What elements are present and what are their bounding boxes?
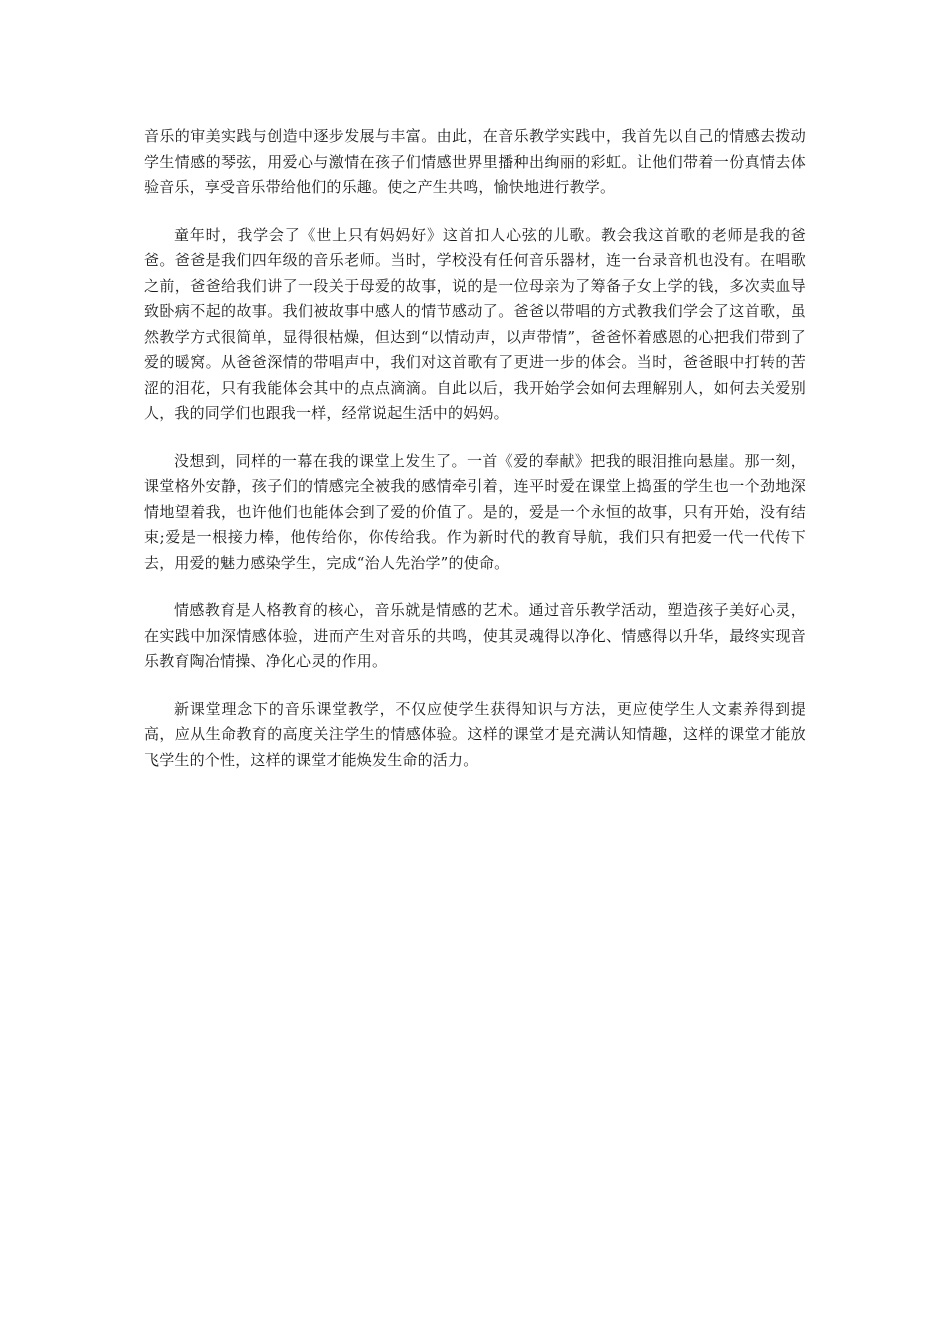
paragraph-2: 童年时，我学会了《世上只有妈妈好》这首扣人心弦的儿歌。教会我这首歌的老师是我的爸爸。爸爸是我们四年级的音乐老师。当时，学校没有任何音乐器材，连一台录音机也没有。在唱歌之前，爸爸给我们讲了一段关于母爱的故事，说的是一位母亲为了筹备子女上学的钱，多次卖血导致卧病不起的故事。我们被故事中感人的情节感动了。爸爸以带唱的方式教我们学会了这首歌，虽然教学方式很简单，显得很枯燥，但达到“以情动声，以声带情”，爸爸怀着感恩的心把我们带到了爱的暖窝。从爸爸深情的带唱声中，我们对这首歌有了更进一步的体会。当时，爸爸眼中打转的苦涩的泪花，只有我能体会其中的点点滴滴。自此以后，我开始学会如何去理解别人，如何去关爱别人，我的同学们也跟我一样，经常说起生活中的妈妈。 [144,225,806,422]
paragraph-1: 音乐的审美实践与创造中逐步发展与丰富。由此，在音乐教学实践中，我首先以自己的情感去拨动学生情感的琴弦，用爱心与激情在孩子们情感世界里播种出绚丽的彩虹。让他们带着一份真情去体验音乐，享受音乐带给他们的乐趣。使之产生共鸣，愉快地进行教学。 [144,127,806,196]
paragraph-3: 没想到，同样的一幕在我的课堂上发生了。一首《爱的奉献》把我的眼泪推向悬崖。那一刻，课堂格外安静，孩子们的情感完全被我的感情牵引着，连平时爱在课堂上捣蛋的学生也一个劲地深情地望着我，也许他们也能体会到了爱的价值了。是的，爱是一个永恒的故事，只有开始，没有结束;爱是一根接力棒，他传给你，你传给我。作为新时代的教育导航，我们只有把爱一代一代传下去，用爱的魅力感染学生，完成“治人先治学”的使命。 [144,451,806,572]
document-body [144,124,806,795]
paragraph-5: 新课堂理念下的音乐课堂教学，不仅应使学生获得知识与方法，更应使学生人文素养得到提高，应从生命教育的高度关注学生的情感体验。这样的课堂才是充满认知情趣，这样的课堂才能放飞学生的个性，这样的课堂才能焕发生命的活力。 [144,699,806,769]
paragraph-4: 情感教育是人格教育的核心，音乐就是情感的艺术。通过音乐教学活动，塑造孩子美好心灵，在实践中加深情感体验，进而产生对音乐的共鸣，使其灵魂得以净化、情感得以升华，最终实现音乐教育陶冶情操、净化心灵的作用。 [144,601,806,670]
